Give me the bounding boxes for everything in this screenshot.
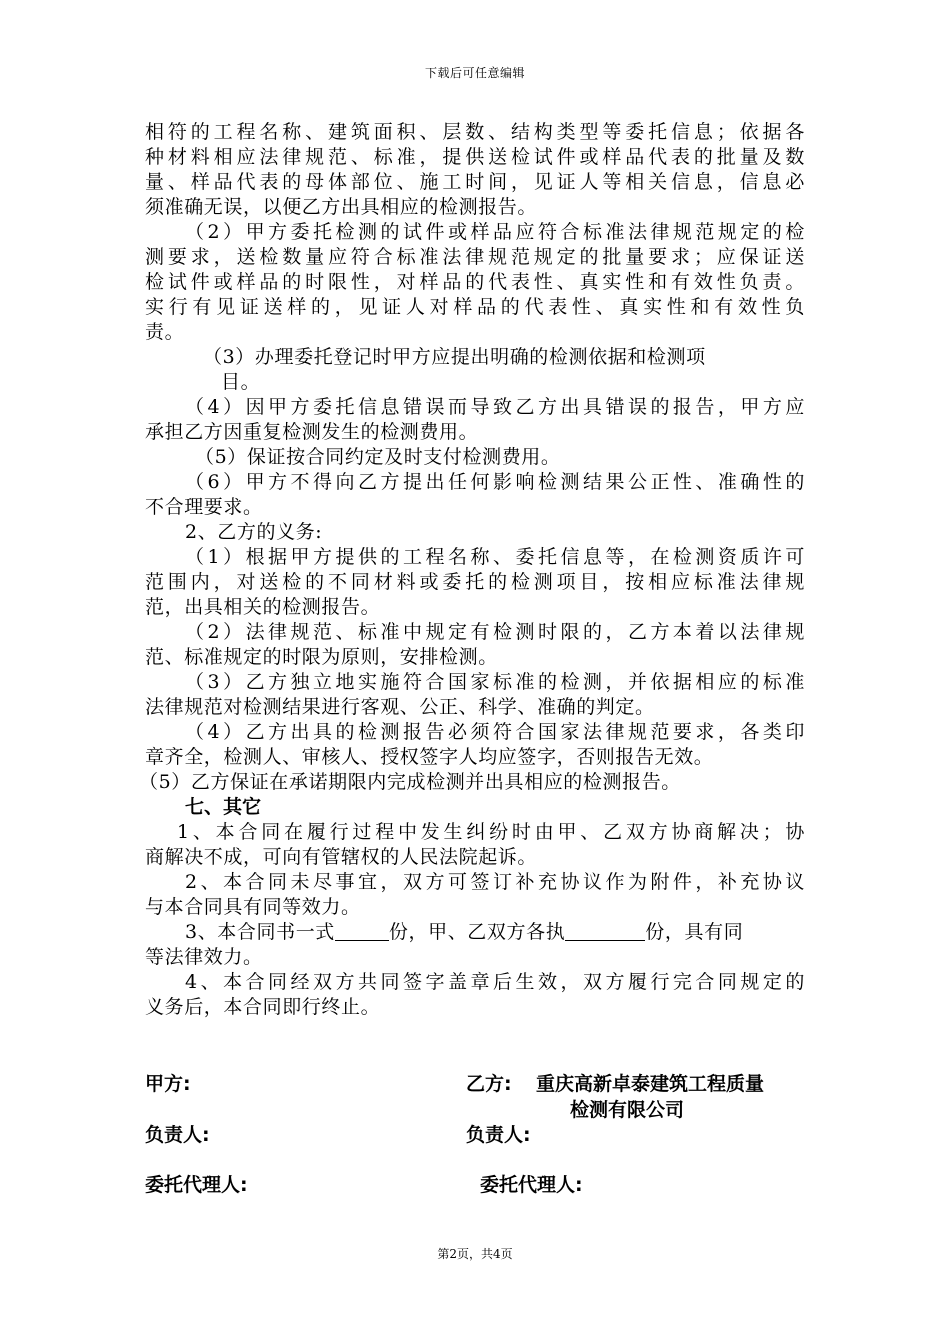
text-line: 实行有见证送样的，见证人对样品的代表性、真实性和有效性负 <box>145 296 805 318</box>
page-header: 下载后可任意编辑 <box>424 66 525 80</box>
section7-clause-3 <box>145 920 805 970</box>
clause-a-2 <box>145 220 805 345</box>
text-line: 种材料相应法律规范、标准，提供送检试件或样品代表的批量及数 <box>145 146 805 168</box>
text-line: 2、乙方的义务: <box>185 521 323 543</box>
text-line: （5）保证按合同约定及时支付检测费用。 <box>195 446 561 468</box>
text-line: （1）根据甲方提供的工程名称、委托信息等，在检测资质许可 <box>185 546 805 568</box>
text-line: 检试件或样品的时限性，对样品的代表性、真实性和有效性负责。 <box>145 271 805 293</box>
party-b-obligations-heading <box>145 520 805 545</box>
clause-b-4 <box>145 720 805 770</box>
clause-b-3 <box>145 670 805 720</box>
copies-each-blank[interactable] <box>565 922 645 941</box>
paragraph-continuation <box>145 120 805 220</box>
text-line: 与本合同具有同等效力。 <box>145 896 361 918</box>
text-line: 2、本合同未尽事宜，双方可签订补充协议作为附件，补充协议 <box>185 871 805 893</box>
text-line: 须准确无误，以便乙方出具相应的检测报告。 <box>145 196 538 218</box>
text-line: 承担乙方因重复检测发生的检测费用。 <box>145 421 479 443</box>
clause3-text-3: 份，具有同 <box>645 921 744 943</box>
section7-clause-4 <box>145 970 805 1020</box>
party-a-agent: 委托代理人: <box>145 1174 248 1196</box>
clause-a-6 <box>145 470 805 520</box>
text-line: （2）甲方委托检测的试件或样品应符合标准法律规范规定的检 <box>185 221 805 243</box>
text-line: 不合理要求。 <box>145 496 263 518</box>
clause-b-1 <box>145 545 805 620</box>
text-line: （4）乙方出具的检测报告必须符合国家法律规范要求，各类印 <box>185 721 805 743</box>
text-line: （3）办理委托登记时甲方应提出明确的检测依据和检测项 <box>203 346 706 368</box>
party-b-label: 乙方: <box>466 1073 512 1095</box>
text-line: （6）甲方不得向乙方提出任何影响检测结果公正性、准确性的 <box>185 471 805 493</box>
text-line <box>145 920 805 945</box>
text-line: 4、本合同经双方共同签字盖章后生效，双方履行完合同规定的 <box>185 971 805 993</box>
text-line: （5）乙方保证在承诺期限内完成检测并出具相应的检测报告。 <box>139 771 681 793</box>
text-line: 章齐全，检测人、审核人、授权签字人均应签字，否则报告无效。 <box>145 746 714 768</box>
clause3-text-1: 3、本合同书一式 <box>185 921 335 943</box>
text-line: 量、样品代表的母体部位、施工时间，见证人等相关信息，信息必 <box>145 171 805 193</box>
text-line: 范围内，对送检的不同材料或委托的检测项目，按相应标准法律规 <box>145 571 805 593</box>
party-b-name-line2: 检测有限公司 <box>570 1099 685 1121</box>
section-heading: 七、其它 <box>185 796 262 818</box>
text-line: 范、标准规定的时限为原则，安排检测。 <box>145 646 498 668</box>
section7-clause-1 <box>145 820 805 870</box>
clause-b-2 <box>145 620 805 670</box>
text-line: （2）法律规范、标准中规定有检测时限的，乙方本着以法律规 <box>185 621 805 643</box>
section7-clause-2 <box>145 870 805 920</box>
party-b-responsible: 负责人: <box>466 1124 531 1146</box>
text-line: （4）因甲方委托信息错误而导致乙方出具错误的报告，甲方应 <box>185 396 805 418</box>
text-line: 目。 <box>221 371 261 393</box>
clause-a-5 <box>145 445 805 470</box>
contract-body <box>139 120 805 1020</box>
copies-total-blank[interactable] <box>335 922 389 941</box>
text-line: 义务后，本合同即行终止。 <box>145 996 381 1018</box>
party-b-name-line1: 重庆高新卓泰建筑工程质量 <box>536 1073 765 1095</box>
party-a-label: 甲方: <box>145 1073 191 1095</box>
clause3-text-2: 份，甲、乙双方各执 <box>388 921 566 943</box>
clause-a-4 <box>145 395 805 445</box>
text-line: 相符的工程名称、建筑面积、层数、结构类型等委托信息；依据各 <box>145 121 805 143</box>
party-b-agent: 委托代理人: <box>480 1174 583 1196</box>
text-line: 法律规范对检测结果进行客观、公正、科学、准确的判定。 <box>145 696 655 718</box>
text-line: 责。 <box>145 321 185 343</box>
clause-a-3 <box>145 345 805 395</box>
page-footer: 第2页，共4页 <box>437 1247 513 1261</box>
party-a-responsible: 负责人: <box>145 1124 210 1146</box>
text-line: 商解决不成，可向有管辖权的人民法院起诉。 <box>145 846 538 868</box>
text-line: 等法律效力。 <box>145 946 263 968</box>
text-line: （3）乙方独立地实施符合国家标准的检测，并依据相应的标准 <box>185 671 805 693</box>
clause-b-5 <box>139 770 805 795</box>
text-line: 范，出具相关的检测报告。 <box>145 596 381 618</box>
text-line: 1、本合同在履行过程中发生纠纷时由甲、乙双方协商解决；协 <box>177 821 805 843</box>
text-line: 测要求，送检数量应符合标准法律规范规定的批量要求；应保证送 <box>145 246 805 268</box>
